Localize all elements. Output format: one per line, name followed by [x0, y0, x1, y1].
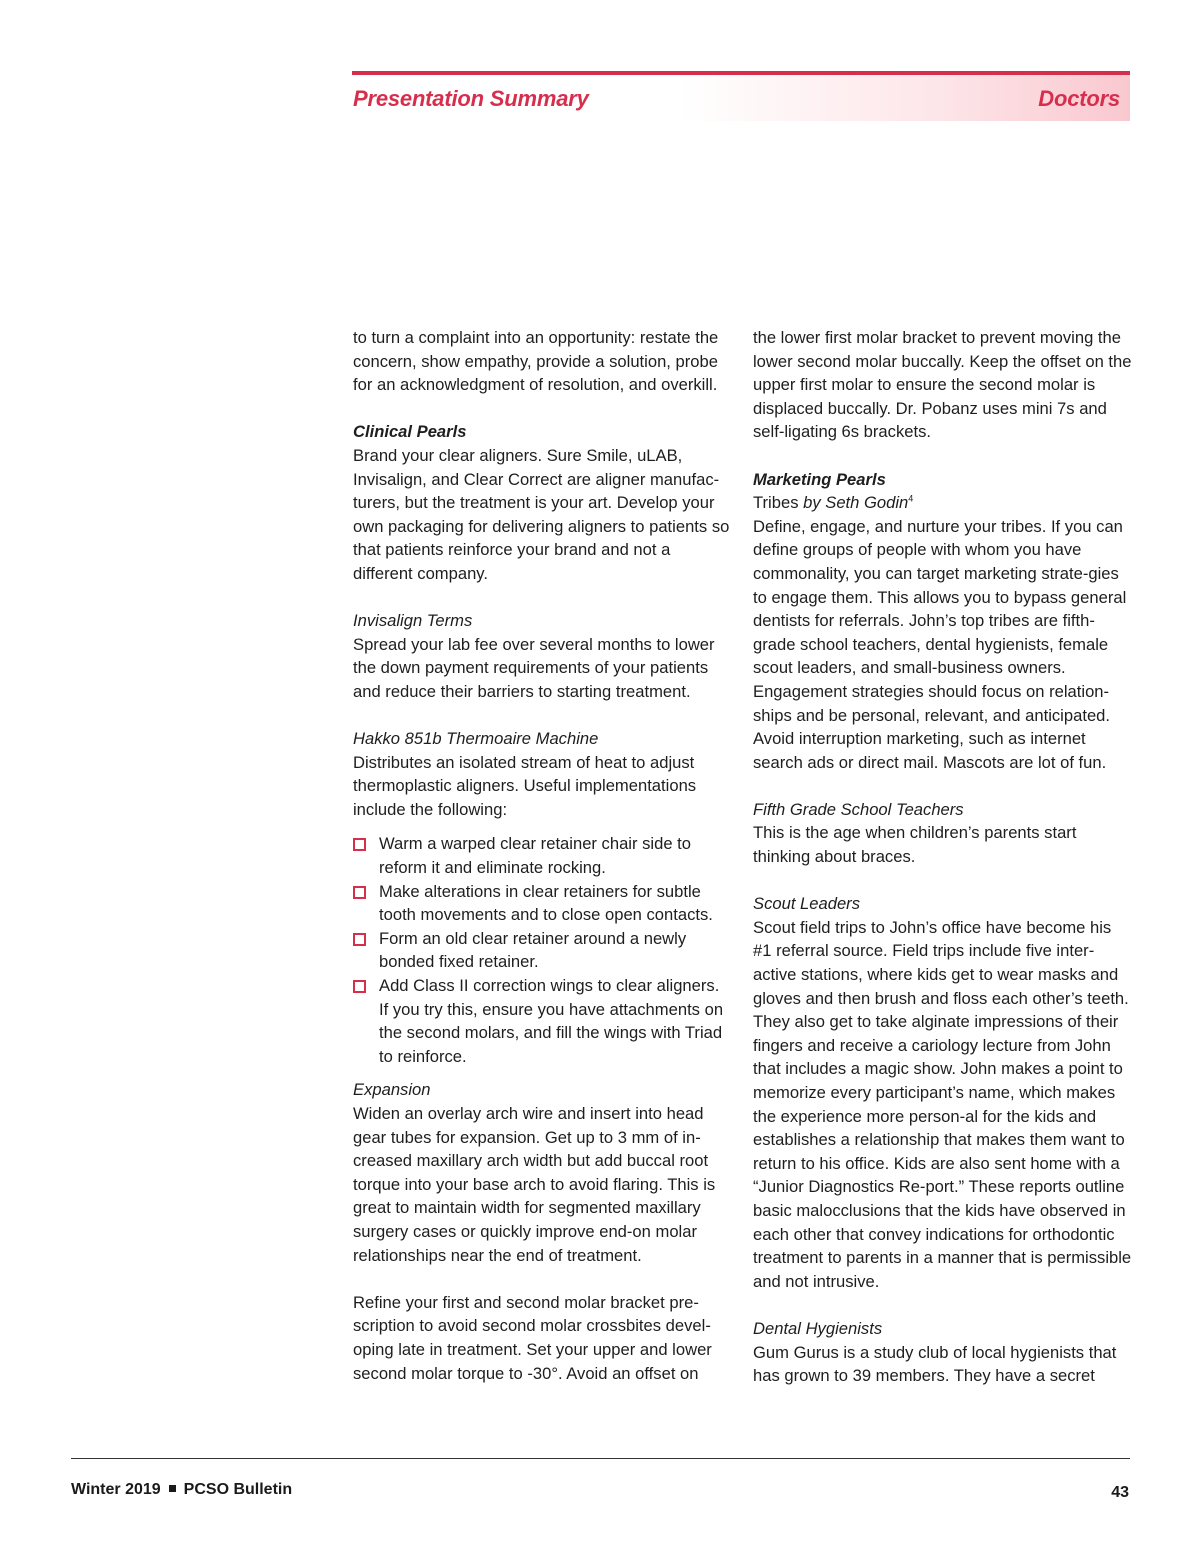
marketing-pearls-heading: Marketing Pearls [753, 469, 886, 489]
invisalign-terms-paragraph: Spread your lab fee over several months to lower the down payment requirements of your patients and reduce their barriers to starting treatment. [353, 634, 715, 701]
invisalign-terms-heading: Invisalign Terms [353, 611, 473, 631]
checkbox-bullet-icon [353, 886, 366, 899]
refine-paragraph: Refine your first and second molar bracket pre-scription to avoid second molar crossbites devel-oping late in treatment. Set your upper and lower second molar torque to -30°. Avoid an offset on [353, 1292, 712, 1383]
page-header [352, 71, 1130, 121]
fifth-grade-heading: Fifth Grade School Teachers [753, 799, 964, 819]
list-item-text: Add Class II correction wings to clear aligners. If you try this, ensure you have attachments on the second molars, and fill the wings with Triad to reinforce. [379, 976, 724, 1066]
list-item [353, 832, 731, 879]
square-separator-icon [169, 1485, 176, 1492]
list-item-text: Warm a warped clear retainer chair side to reform it and eliminate rocking. [379, 834, 692, 878]
expansion-heading: Expansion [353, 1080, 431, 1100]
clinical-pearls-paragraph: Brand your clear aligners. Sure Smile, uLAB, Invisalign, and Clear Correct are aligner manufac-turers, but the treatment is your art. Develop your own packaging for delivering aligners to patients so that patients reinforce your brand and not a different company. [353, 445, 730, 583]
dental-hygienists-paragraph: Gum Gurus is a study club of local hygienists that has grown to 39 members. They have a secret [753, 1342, 1117, 1386]
list-item-text: Make alterations in clear retainers for subtle tooth movements and to close open contacts. [379, 881, 713, 925]
left-column [353, 326, 731, 1409]
list-item-text: Form an old clear retainer around a newly bonded fixed retainer. [379, 928, 687, 972]
right-intro-paragraph: the lower first molar bracket to prevent moving the lower second molar buccally. Keep the offset on the upper first molar to ensure the second molar is displaced buccally. Dr. Pobanz uses mini 7s and self-ligating 6s brackets. [753, 328, 1132, 442]
footer-publication: PCSO Bulletin [183, 1481, 293, 1498]
hakko-heading: Hakko 851b Thermoaire Machine [353, 729, 599, 749]
list-item [353, 974, 731, 1068]
tribes-heading [753, 491, 1133, 515]
footer-issue: Winter 2019 [71, 1481, 161, 1498]
fifth-grade-paragraph: This is the age when children’s parents start thinking about braces. [753, 823, 1077, 867]
footer-divider [71, 1458, 1130, 1459]
checkbox-bullet-icon [353, 933, 366, 946]
list-item [353, 880, 731, 927]
checkbox-bullet-icon [353, 838, 366, 851]
left-intro-paragraph: to turn a complaint into an opportunity: restate the concern, show empathy, provide a solution, probe for an acknowledgment of resolution, and overkill. [353, 328, 719, 395]
header-title: Presentation Summary [353, 86, 589, 111]
hakko-paragraph: Distributes an isolated stream of heat to adjust thermoplastic aligners. Useful implementations include the following: [353, 752, 697, 819]
header-section: Doctors [1038, 86, 1120, 111]
checkbox-bullet-icon [353, 980, 366, 993]
hakko-bullet-list [353, 832, 731, 1068]
tribes-paragraph: Define, engage, and nurture your tribes. If you can define groups of people with whom you have commonality, you can target marketing strate-gies to engage them. This allows you to bypass general dentists for referrals. John’s top tribes are fifth-grade school teachers, dental hygienists, female scout leaders, and small-business owners. Engagement strategies should focus on relation-ships and be personal, relevant, and anticipated. Avoid interruption marketing, such as internet search ads or direct mail. Mascots are lot of fun. [753, 516, 1127, 772]
tribes-label: Tribes [753, 493, 799, 513]
scout-leaders-paragraph: Scout field trips to John’s office have become his #1 referral source. Field trips include five inter-active stations, where kids get to wear masks and gloves and then brush and floss each other’s teeth. They also get to take alginate impressions of their fingers and receive a cariology lecture from John that includes a magic show. John makes a point to memorize every participant’s name, which makes the experience more person-al for the kids and establishes a relationship that makes them want to return to his office. Kids are also sent home with a “Junior Diagnostics Re-port.” These reports outline basic malocclusions that the kids have observed in each other that convey indications for orthodontic treatment to parents in a manner that is permissible and not intrusive. [753, 917, 1132, 1291]
list-item [353, 927, 731, 974]
footer-publication-info [71, 1481, 292, 1499]
dental-hygienists-heading: Dental Hygienists [753, 1318, 883, 1338]
scout-leaders-heading: Scout Leaders [753, 894, 861, 914]
right-column [753, 326, 1133, 1411]
tribes-author: by Seth Godin [803, 493, 909, 513]
page-number: 43 [1111, 1484, 1129, 1501]
clinical-pearls-heading: Clinical Pearls [353, 422, 467, 442]
tribes-reference: 4 [908, 493, 914, 504]
expansion-paragraph: Widen an overlay arch wire and insert into head gear tubes for expansion. Get up to 3 mm of in-creased maxillary arch width but add buccal root torque into your base arch to avoid flaring. This is great to maintain width for segmented maxillary surgery cases or quickly improve end-on molar relationships near the end of treatment. [353, 1104, 716, 1265]
